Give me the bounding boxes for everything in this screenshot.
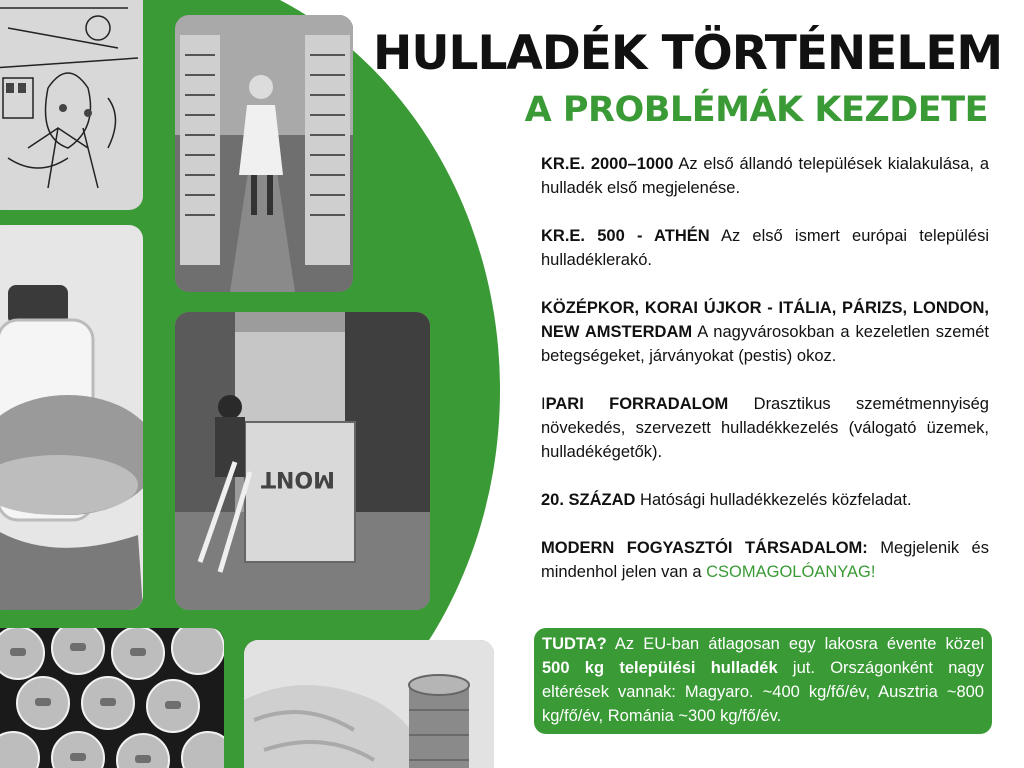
- callout-text: Az EU-ban átlagosan egy lakosra évente közel: [606, 635, 984, 653]
- entry-heading: 20. SZÁZAD: [541, 491, 636, 509]
- entry-heading-prefix: I: [541, 395, 546, 413]
- callout-lead: TUDTA?: [542, 635, 607, 653]
- textile-mill-child-photo: [175, 15, 353, 292]
- street-child-box-photo: [175, 312, 430, 610]
- entry-text: Az első ismert európai települési hulladéklerakó.: [541, 227, 989, 269]
- aluminium-cans-photo: [0, 628, 224, 768]
- entry-heading: PARI FORRADALOM: [545, 395, 729, 413]
- callout-bold: 500 kg települési hulladék: [542, 659, 778, 677]
- timeline-entry: [541, 488, 989, 512]
- entry-text: Megjelenik és mindenhol jelen van a: [541, 539, 989, 581]
- entry-heading: KR.E. 500 - ATHÉN: [541, 227, 710, 245]
- timeline-entry: [541, 152, 989, 200]
- timeline-entry: [541, 224, 989, 272]
- timeline-entry: [541, 392, 989, 464]
- did-you-know-callout: [534, 628, 992, 734]
- entry-heading: KÖZÉPKOR, KORAI ÚJKOR - ITÁLIA, PÁRIZS, LONDON, NEW AMSTERDAM: [541, 299, 989, 341]
- entry-text: Drasztikus szemétmennyiség növekedés, szervezett hulladékkezelés (válogató üzemek, hulladékégetők).: [541, 395, 989, 461]
- timeline-entry: [541, 536, 989, 584]
- page-title: HULLADÉK TÖRTÉNELEM: [373, 26, 1003, 81]
- hand-holding-bottle-photo: [0, 225, 143, 610]
- entry-highlight: CSOMAGOLÓANYAG!: [706, 563, 876, 581]
- entry-text: Az első állandó települések kialakulása, a hulladék első megjelenése.: [541, 155, 990, 197]
- entry-heading: KR.E. 2000–1000: [541, 155, 674, 173]
- entry-text: A nagyvárosokban a kezeletlen szemét betegségeket, járványokat (pestis) okoz.: [541, 323, 989, 365]
- tin-can-packaging-photo: [244, 640, 494, 768]
- timeline-entry: [541, 296, 989, 368]
- entry-heading: MODERN FOGYASZTÓI TÁRSADALOM:: [541, 539, 868, 557]
- svg-text:MONT: MONT: [260, 466, 335, 491]
- timeline: [541, 152, 989, 608]
- woodcut-illustration-photo: [0, 0, 143, 210]
- entry-text: Hatósági hulladékkezelés közfeladat.: [635, 491, 912, 509]
- callout-text: jut. Országonként nagy eltérések vannak: Magyaro. ~400 kg/fő/év, Ausztria ~800 kg/fő/év, Románia ~300 kg/fő/év.: [542, 659, 984, 725]
- page-subtitle: A PROBLÉMÁK KEZDETE: [524, 90, 988, 130]
